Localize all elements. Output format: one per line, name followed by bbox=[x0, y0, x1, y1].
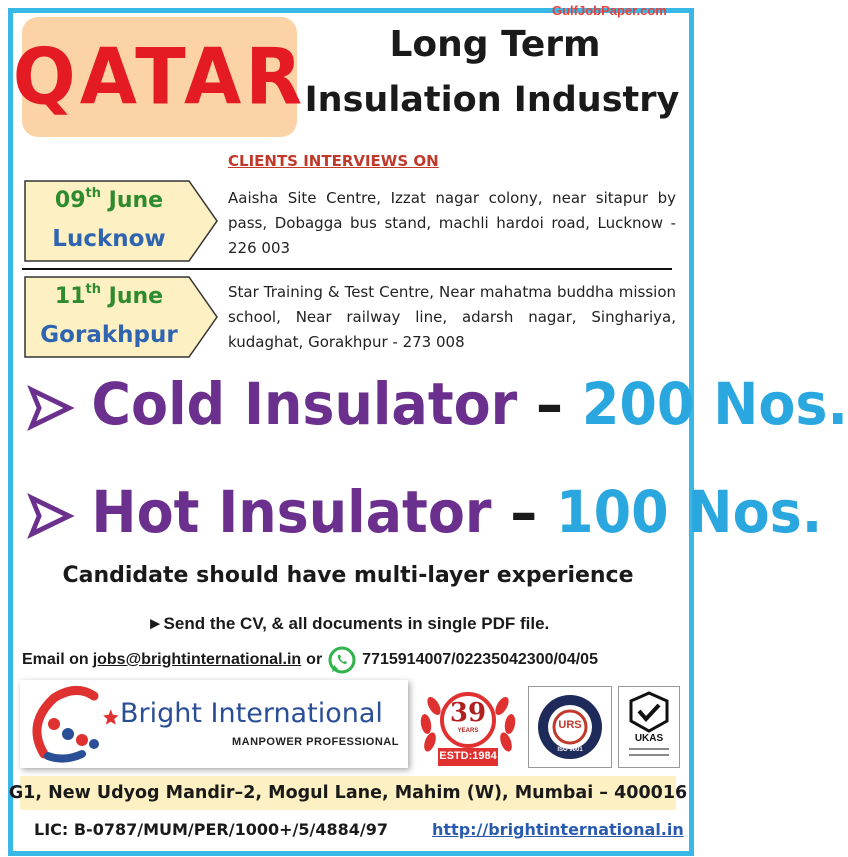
position-dash-2: – bbox=[510, 478, 538, 546]
title-line-2: Insulation Industry bbox=[304, 80, 680, 120]
contact-row bbox=[22, 646, 682, 674]
title-line-1: Long Term bbox=[389, 24, 601, 65]
ukas-cert-icon bbox=[619, 687, 679, 767]
bright-logo-icon bbox=[24, 684, 120, 764]
position-row-2 bbox=[28, 478, 822, 546]
website-link[interactable]: http://brightinternational.in bbox=[432, 820, 684, 839]
interview-city-1: Lucknow bbox=[52, 226, 166, 252]
country-name: QATAR bbox=[12, 31, 307, 123]
position-name-1: Cold Insulator bbox=[91, 370, 518, 438]
established-year: ESTD:1984 bbox=[439, 750, 497, 762]
years-number: 39 bbox=[449, 698, 487, 728]
requirement-text: Candidate should have multi-layer experience bbox=[62, 563, 634, 588]
divider bbox=[22, 268, 672, 270]
email-link[interactable]: jobs@brightinternational.in bbox=[92, 651, 302, 668]
position-name-2: Hot Insulator bbox=[91, 478, 492, 546]
interview-address-2: Star Training & Test Centre, Near mahatma buddha mission school, Near railway line, adarsh nagar, Singhariya, kudaghat, Gorakhpur - 273 008 bbox=[228, 283, 676, 351]
interview-date-box-2 bbox=[24, 276, 219, 358]
ukas-cert-badge bbox=[618, 686, 680, 768]
company-name: Bright International bbox=[120, 698, 383, 729]
interviews-heading: CLIENTS INTERVIEWS ON bbox=[228, 152, 439, 170]
country-banner bbox=[12, 17, 307, 137]
position-count-2: 100 Nos. bbox=[556, 478, 823, 546]
company-logo-box bbox=[20, 680, 408, 768]
interview-address-1: Aaisha Site Centre, Izzat nagar colony, near sitapur by pass, Dobagga bus stand, machli hardoi road, Lucknow - 226 003 bbox=[228, 189, 676, 257]
position-dash-1: – bbox=[536, 370, 564, 438]
email-prefix: Email on bbox=[22, 651, 89, 668]
interview-date-1: 09th June bbox=[54, 186, 164, 213]
arrow-bullet-icon bbox=[28, 492, 73, 540]
company-tagline: MANPOWER PROFESSIONAL bbox=[232, 736, 399, 748]
years-label: YEARS bbox=[457, 728, 479, 734]
arrow-bullet-icon bbox=[28, 384, 73, 432]
interview-city-2: Gorakhpur bbox=[40, 322, 178, 348]
or-text: or bbox=[306, 651, 323, 668]
send-cv-instruction: ►Send the CV, & all documents in single PDF file. bbox=[146, 614, 550, 633]
phone-numbers[interactable]: 7715914007/02235042300/04/05 bbox=[362, 651, 598, 668]
position-count-1: 200 Nos. bbox=[581, 370, 848, 438]
license-number: LIC: B-0787/MUM/PER/1000+/5/4884/97 bbox=[34, 820, 388, 839]
ukas-label: UKAS bbox=[634, 733, 664, 744]
watermark: GulfJobPaper.com bbox=[552, 3, 667, 18]
iso-cert-badge bbox=[528, 686, 612, 768]
cert-label: URS bbox=[558, 719, 582, 731]
company-address: G1, New Udyog Mandir–2, Mogul Lane, Mahim (W), Mumbai – 400016 bbox=[20, 776, 676, 810]
cert-iso: ISO 9001 bbox=[557, 747, 583, 753]
interview-date-box-1 bbox=[24, 180, 219, 262]
interview-date-2: 11th June bbox=[54, 282, 164, 309]
whatsapp-icon[interactable] bbox=[328, 646, 356, 674]
position-row-1 bbox=[28, 370, 848, 438]
